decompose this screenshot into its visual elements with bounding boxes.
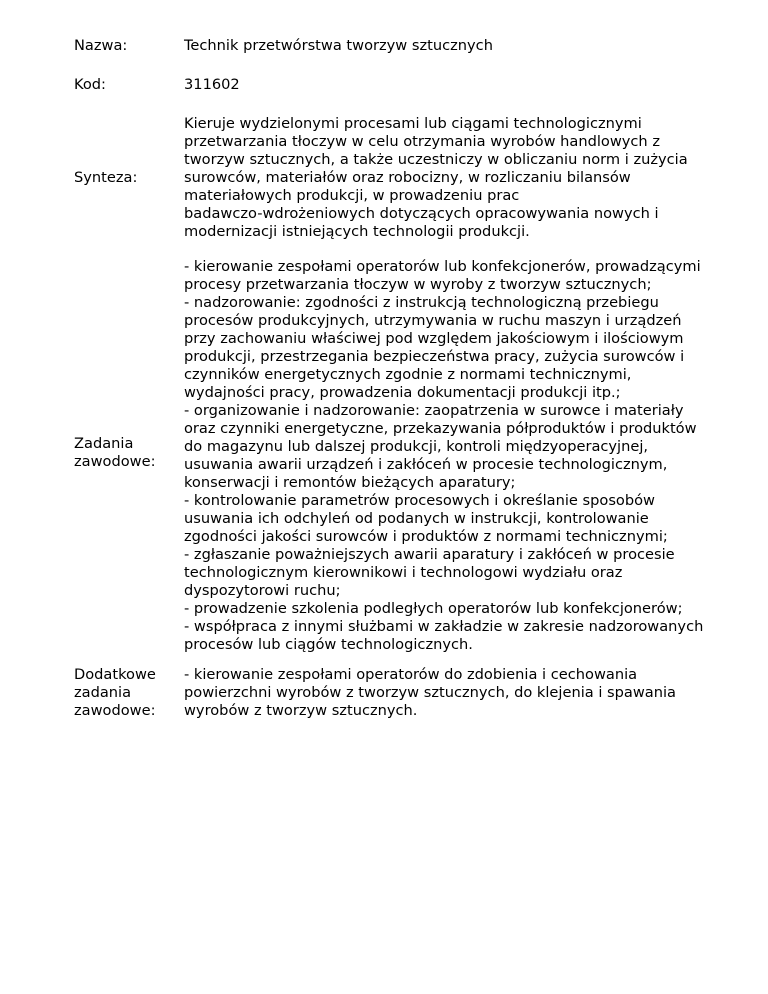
label-kod: Kod: <box>74 76 106 93</box>
value-dodatkowe-zadania: - kierowanie zespołami operatorów do zdobienia i cechowania powierzchni wyrobów z tworzyw sztucznych, do klejenia i spawania wyrobów z tworzyw sztucznych. <box>184 666 676 719</box>
label-synteza: Synteza: <box>74 169 138 186</box>
label-zadania-zawodowe: Zadania zawodowe: <box>74 435 156 470</box>
value-zadania-zawodowe: - kierowanie zespołami operatorów lub konfekcjonerów, prowadzącymi procesy przetwarzania tłoczyw w wyroby z tworzyw sztucznych; - nadzorowanie: zgodności z instrukcją technologiczną przebiegu procesów produkcyjnych, utrzymywania w ruchu maszyn i urządzeń przy zachowaniu właściwej pod względem jakościowym i ilościowym produkcji, przestrzegania bezpieczeństwa pracy, zużycia surowców i czynników energetycznych zgodnie z normami technicznymi, wydajności pracy, prowadzenia dokumentacji produkcji itp.; - organizowanie i nadzorowanie: zaopatrzenia w surowce i materiały oraz czynniki energetyczne, przekazywania półproduktów i produktów do magazynu lub dalszej produkcji, kontroli międzyoperacyjnej, usuwania awarii urządzeń i zakłóceń w procesie technologicznym, konserwacji i remontów bieżących aparatury; - kontrolowanie parametrów procesowych i określanie sposobów usuwania ich odchyleń od podanych w instrukcji, kontrolowanie zgodności jakości surowców i produktów z normami technicznymi; - zgłaszanie poważniejszych awarii aparatury i zakłóceń w procesie technologicznym kierownikowi i technologowi wydziału oraz dyspozytorowi ruchu; - prowadzenie szkolenia podległych operatorów lub konfekcjonerów; - współpraca z innymi służbami w zakładzie w zakresie nadzorowanych procesów lub ciągów technologicznych. <box>184 258 704 653</box>
label-dodatkowe-zadania: Dodatkowe zadania zawodowe: <box>74 666 156 719</box>
value-nazwa: Technik przetwórstwa tworzyw sztucznych <box>184 37 493 54</box>
label-nazwa: Nazwa: <box>74 37 128 54</box>
value-kod: 311602 <box>184 76 240 93</box>
value-synteza: Kieruje wydzielonymi procesami lub ciągami technologicznymi przetwarzania tłoczyw w celu otrzymania wyrobów handlowych z tworzyw sztucznych, a także uczestniczy w obliczaniu norm i zużycia surowców, materiałów oraz robocizny, w rozliczaniu bilansów materiałowych produkcji, w prowadzeniu prac badawczo-wdrożeniowych dotyczących opracowywania nowych i modernizacji istniejących technologii produkcji. <box>184 115 688 240</box>
